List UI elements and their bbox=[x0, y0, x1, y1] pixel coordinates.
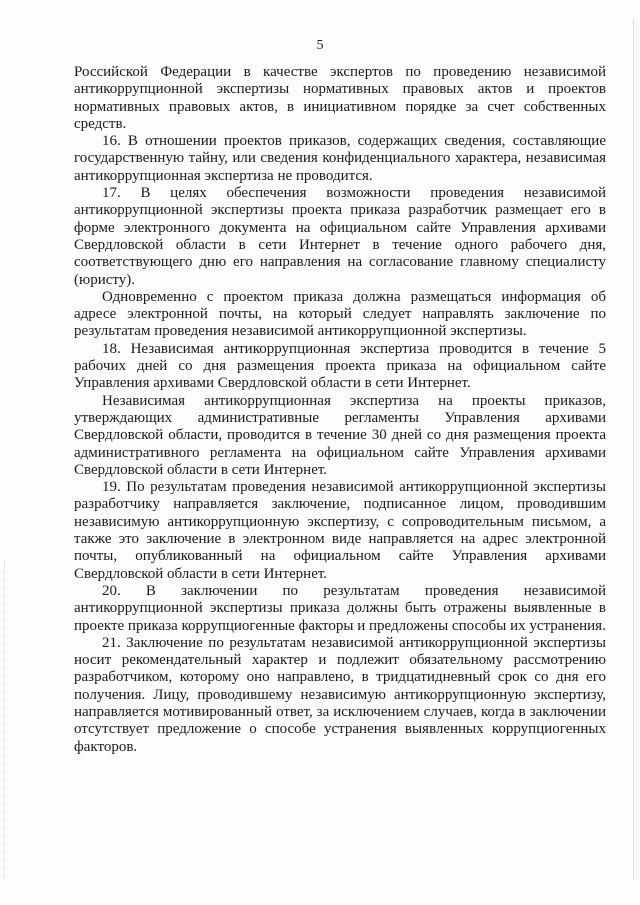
paragraph-16: 16. В отношении проектов приказов, содержащих сведения, составляющие государственную тайну, или сведения конфиденциального характера, независимая антикоррупционная экспертиза не проводится. bbox=[74, 133, 606, 184]
paragraph-18: 18. Независимая антикоррупционная экспертиза проводится в течение 5 рабочих дней со дня размещения проекта приказа на официальном сайте Управления архивами Свердловской области в сети Интернет. bbox=[74, 340, 606, 392]
paragraph-19: 19. По результатам проведения независимой антикоррупционной экспертизы разработчику направляется заключение, подписанное лицом, проводившим независимую антикоррупционную экспертизу, с сопроводительным письмом, а также это заключение в электронном виде направляется на адрес электронной почты, опубликованный на официальном сайте Управления архивами Свердловской области в сети Интернет. bbox=[74, 479, 606, 582]
document-body bbox=[74, 64, 606, 756]
paragraph-17-addendum: Одновременно с проектом приказа должна размещаться информация об адресе электронной почты, на который следует направлять заключение по результатам проведения независимой антикоррупционной экспертизы. bbox=[74, 288, 606, 340]
paragraph-21: 21. Заключение по результатам независимой антикоррупционной экспертизы носит рекомендательный характер и подлежит обязательному рассмотрению разработчиком, которому оно направлено, в тридцатидневный срок со дня его получения. Лицу, проводившему независимую антикоррупционную экспертизу, направляется мотивированный ответ, за исключением случаев, когда в заключении отсутствует предложение о способе устранения выявленных коррупциогенных факторов. bbox=[74, 634, 606, 755]
scan-edge-right bbox=[632, 20, 634, 880]
scan-edge-left bbox=[4, 560, 6, 880]
paragraph-17: 17. В целях обеспечения возможности проведения независимой антикоррупционной экспертизы проекта приказа разработчик размещает его в форме электронного документа на официальном сайте Управления архивами Свердловской области в сети Интернет в течение одного рабочего дня, соответствующего дню его направления на согласование главному специалисту (юристу). bbox=[74, 185, 606, 288]
paragraph-18-addendum: Независимая антикоррупционная экспертиза на проекты приказов, утверждающих административные регламенты Управления архивами Свердловской области, проводится в течение 30 дней со дня размещения проекта административного регламента на официальном сайте Управления архивами Свердловской области в сети Интернет. bbox=[74, 392, 606, 478]
page-number: 5 bbox=[316, 38, 324, 53]
paragraph-continuation: Российской Федерации в качестве экспертов по проведению независимой антикоррупционной экспертизы нормативных правовых актов и проектов нормативных правовых актов, в инициативном порядке за счет собственных средств. bbox=[74, 64, 606, 132]
paragraph-20: 20. В заключении по результатам проведения независимой антикоррупционной экспертизы приказа должны быть отражены выявленные в проекте приказа коррупциогенные факторы и предложены способы их устранения. bbox=[74, 582, 606, 634]
